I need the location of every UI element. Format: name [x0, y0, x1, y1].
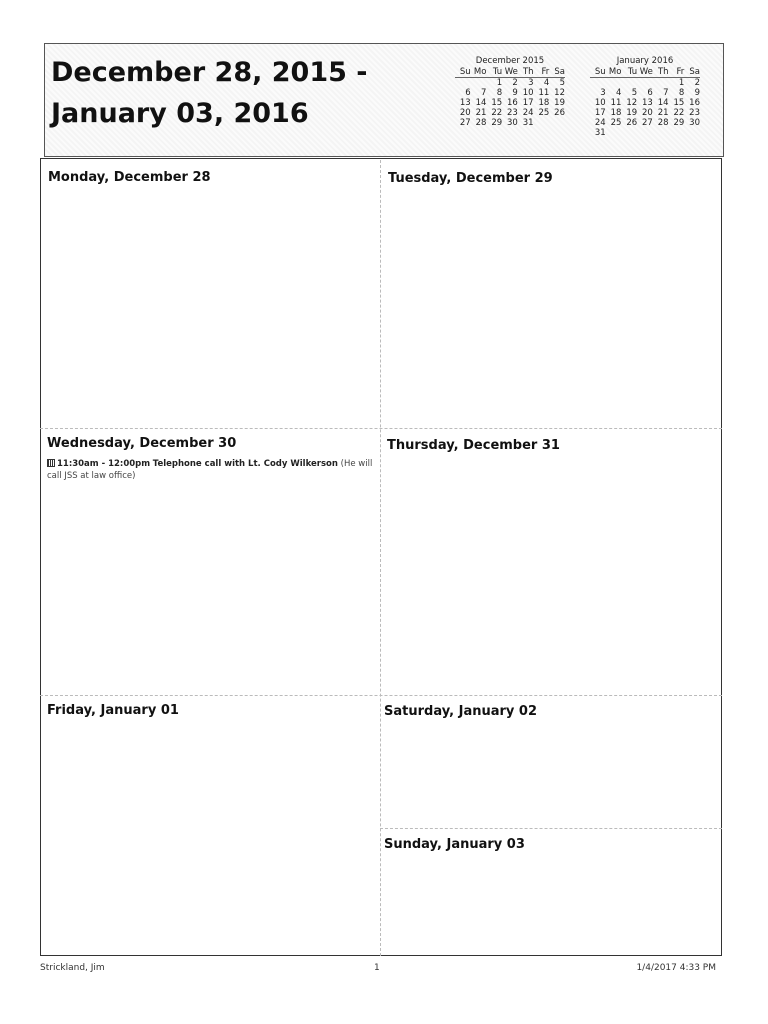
- day-friday[interactable]: Friday, January 01: [47, 703, 179, 718]
- weekday: Sa: [689, 67, 700, 77]
- weekend-divider: [380, 828, 722, 829]
- mini-calendar-day[interactable]: 27: [459, 118, 471, 128]
- mini-calendar-day[interactable]: 10: [522, 88, 534, 98]
- mini-calendar-day[interactable]: 20: [642, 108, 653, 118]
- mini-calendar-day[interactable]: [590, 78, 606, 88]
- row-divider: [40, 695, 722, 696]
- mini-calendar-day[interactable]: 21: [475, 108, 487, 118]
- footer-page-number: 1: [374, 963, 380, 973]
- mini-calendar-day[interactable]: 31: [594, 128, 606, 138]
- mini-calendar-weekdays: [455, 67, 565, 78]
- mini-calendar-day[interactable]: 1: [678, 78, 685, 88]
- mini-calendar-day[interactable]: 8: [678, 88, 685, 98]
- weekday: Tu: [627, 67, 638, 77]
- weekday: Th: [522, 67, 534, 77]
- mini-calendar-day[interactable]: 1: [496, 78, 503, 88]
- mini-calendar-day[interactable]: [637, 128, 653, 138]
- footer-printed-date: 1/4/2017 4:33 PM: [636, 963, 716, 973]
- weekday: Mo: [608, 67, 622, 77]
- mini-calendar-day[interactable]: [534, 118, 550, 128]
- mini-calendar-day[interactable]: [471, 78, 487, 88]
- mini-calendar-day[interactable]: 4: [543, 78, 550, 88]
- mini-calendar-day[interactable]: 5: [559, 78, 565, 88]
- event-time: 11:30am - 12:00pm: [57, 459, 151, 469]
- mini-calendar-day[interactable]: 19: [626, 108, 638, 118]
- mini-calendar-day[interactable]: 14: [657, 98, 669, 108]
- row-divider: [40, 428, 722, 429]
- mini-calendar-day[interactable]: 10: [594, 98, 606, 108]
- mini-calendar-weekdays: [590, 67, 700, 78]
- weekday: Su: [459, 67, 471, 77]
- mini-calendar-day[interactable]: 18: [610, 108, 622, 118]
- weekday: Fr: [676, 67, 685, 77]
- mini-calendar-days: [590, 78, 700, 138]
- mini-calendar-days: [455, 78, 565, 128]
- mini-calendar-day[interactable]: 11: [538, 88, 550, 98]
- week-range-end: January 03, 2016: [51, 98, 309, 129]
- mini-calendar-day[interactable]: 15: [673, 98, 685, 108]
- mini-calendar-day[interactable]: 6: [647, 88, 653, 98]
- mini-calendar-day[interactable]: 28: [475, 118, 487, 128]
- weekday: Mo: [473, 67, 487, 77]
- mini-calendar-day[interactable]: 13: [459, 98, 471, 108]
- mini-calendar-day[interactable]: 16: [689, 98, 700, 108]
- mini-calendar-day[interactable]: 31: [522, 118, 534, 128]
- event-note: (He will call JSS at law office): [47, 459, 373, 481]
- mini-calendar-day[interactable]: [637, 78, 653, 88]
- mini-calendar-day[interactable]: [621, 78, 637, 88]
- appointment-icon: [47, 459, 55, 467]
- column-divider: [380, 160, 381, 956]
- footer-owner: Strickland, Jim: [40, 963, 105, 973]
- mini-calendar-day[interactable]: 3: [600, 88, 606, 98]
- mini-calendar-day[interactable]: 25: [610, 118, 622, 128]
- week-range-start: December 28, 2015 -: [51, 57, 368, 88]
- mini-calendar-day[interactable]: 23: [507, 108, 518, 118]
- weekday: Tu: [492, 67, 503, 77]
- mini-calendar-day[interactable]: 17: [594, 108, 606, 118]
- mini-calendar-day[interactable]: 17: [522, 98, 534, 108]
- weekday: Su: [594, 67, 606, 77]
- day-thursday[interactable]: Thursday, December 31: [387, 438, 560, 453]
- mini-calendar-day[interactable]: 2: [694, 78, 700, 88]
- mini-calendar-january: [590, 56, 700, 138]
- mini-calendar-day[interactable]: 11: [610, 98, 622, 108]
- mini-calendar-day[interactable]: 24: [522, 108, 534, 118]
- mini-calendar-day[interactable]: 21: [657, 108, 669, 118]
- mini-calendar-day[interactable]: 22: [673, 108, 685, 118]
- day-sunday[interactable]: Sunday, January 03: [384, 837, 525, 852]
- mini-calendar-day[interactable]: [549, 118, 565, 128]
- mini-calendar-day[interactable]: 4: [616, 88, 622, 98]
- weekday: Sa: [554, 67, 565, 77]
- mini-calendar-day[interactable]: 23: [689, 108, 700, 118]
- mini-calendar-day[interactable]: 19: [554, 98, 565, 108]
- mini-calendar-day[interactable]: [606, 78, 622, 88]
- mini-calendar-day[interactable]: 3: [528, 78, 534, 88]
- mini-calendar-day[interactable]: 29: [673, 118, 685, 128]
- mini-calendar-day[interactable]: 9: [694, 88, 700, 98]
- week-range-title: [51, 52, 431, 134]
- mini-calendar-day[interactable]: 22: [491, 108, 503, 118]
- mini-calendar-day[interactable]: [669, 128, 685, 138]
- mini-calendar-day[interactable]: 12: [554, 88, 565, 98]
- mini-calendar-day[interactable]: 26: [554, 108, 565, 118]
- mini-calendar-day[interactable]: 7: [663, 88, 669, 98]
- mini-calendar-day[interactable]: 6: [465, 88, 471, 98]
- week-header: [44, 43, 724, 157]
- mini-calendar-day[interactable]: 5: [631, 88, 638, 98]
- day-wednesday[interactable]: Wednesday, December 30: [47, 436, 237, 451]
- weekday: We: [504, 67, 518, 77]
- mini-calendar-day[interactable]: 7: [481, 88, 487, 98]
- mini-calendar-day[interactable]: 8: [496, 88, 503, 98]
- mini-calendar-day[interactable]: [606, 128, 622, 138]
- mini-calendar-day[interactable]: [653, 78, 669, 88]
- mini-calendar-day[interactable]: 28: [657, 118, 669, 128]
- week-grid: [40, 158, 722, 956]
- mini-calendar-day[interactable]: 12: [626, 98, 638, 108]
- mini-calendar-day[interactable]: 29: [491, 118, 503, 128]
- mini-calendar-day[interactable]: 20: [459, 108, 471, 118]
- mini-calendar-day[interactable]: 27: [642, 118, 653, 128]
- mini-calendar-day[interactable]: 9: [512, 88, 518, 98]
- mini-calendar-day[interactable]: 2: [512, 78, 518, 88]
- mini-calendar-day[interactable]: 13: [642, 98, 653, 108]
- mini-calendar-day[interactable]: 15: [491, 98, 503, 108]
- mini-calendar-day[interactable]: 16: [507, 98, 518, 108]
- mini-calendar-day[interactable]: 26: [626, 118, 638, 128]
- mini-calendar-day[interactable]: [621, 128, 637, 138]
- mini-calendar-title: December 2015: [475, 56, 545, 66]
- mini-calendar-title: January 2016: [616, 56, 674, 66]
- mini-calendar-day[interactable]: [653, 128, 669, 138]
- weekday: We: [639, 67, 653, 77]
- event-subject: Telephone call with Lt. Cody Wilkerson: [152, 459, 338, 469]
- mini-calendar-day[interactable]: 24: [594, 118, 606, 128]
- mini-calendar-day[interactable]: 18: [538, 98, 550, 108]
- weekday: Fr: [541, 67, 550, 77]
- day-saturday[interactable]: Saturday, January 02: [384, 704, 538, 719]
- mini-calendar-day[interactable]: 30: [507, 118, 518, 128]
- weekday: Th: [657, 67, 669, 77]
- mini-calendar-day[interactable]: [684, 128, 700, 138]
- mini-calendar-day[interactable]: [455, 78, 471, 88]
- mini-calendar-december: [455, 56, 565, 128]
- day-monday[interactable]: Monday, December 28: [48, 170, 211, 185]
- mini-calendar-day[interactable]: 25: [538, 108, 550, 118]
- mini-calendar-day[interactable]: 30: [689, 118, 700, 128]
- day-tuesday[interactable]: Tuesday, December 29: [388, 171, 553, 186]
- calendar-event[interactable]: [47, 458, 377, 482]
- mini-calendar-day[interactable]: 14: [475, 98, 487, 108]
